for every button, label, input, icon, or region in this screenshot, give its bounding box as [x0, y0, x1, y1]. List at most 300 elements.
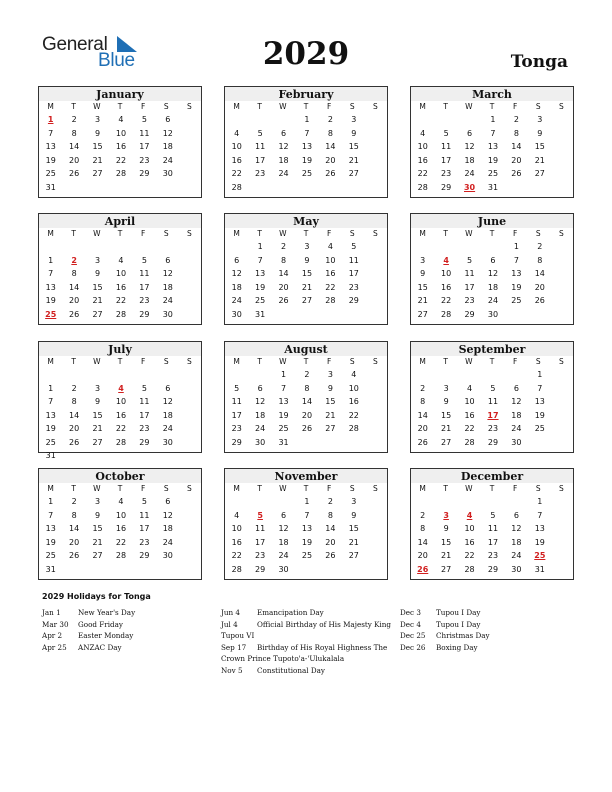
month-october — [38, 468, 202, 580]
day-cell: 12 — [278, 524, 289, 533]
day-cell: 19 — [487, 155, 499, 165]
weekday-label: T — [489, 102, 495, 111]
day-cell: 10 — [464, 397, 475, 406]
day-cell: 7 — [48, 510, 54, 520]
day-cell: 13 — [511, 269, 522, 278]
day-cell: 15 — [441, 410, 452, 420]
day-cell: 18 — [162, 524, 173, 533]
weekday-label: M — [233, 102, 240, 111]
holiday-day-cell: 17 — [487, 410, 499, 420]
weekday-label: S — [163, 484, 169, 493]
day-cell: 21 — [325, 410, 336, 420]
day-cell: 25 — [278, 424, 289, 433]
day-cell: 17 — [255, 155, 266, 165]
day-cell: 17 — [441, 155, 452, 165]
weekday-label: W — [279, 484, 287, 493]
weekday-label: T — [257, 102, 262, 111]
day-cell: 24 — [231, 296, 242, 305]
day-cell: 20 — [69, 424, 80, 433]
day-cell: 23 — [487, 551, 499, 560]
day-cell: 30 — [162, 551, 173, 560]
day-cell: 7 — [48, 269, 54, 278]
weekday-header — [411, 101, 573, 113]
day-cell: 7 — [48, 128, 54, 138]
day-cell: 13 — [534, 397, 545, 406]
day-cell: 13 — [301, 524, 313, 533]
holiday-date: Dec 26 — [400, 642, 426, 652]
weekday-label: F — [512, 357, 518, 366]
weekday-label: S — [187, 229, 192, 238]
day-cell: 19 — [45, 296, 56, 305]
day-cell: 9 — [420, 269, 426, 278]
day-cell: 11 — [139, 128, 150, 138]
day-cell: 24 — [487, 296, 499, 305]
day-cell: 14 — [69, 282, 80, 292]
day-cell: 16 — [441, 282, 452, 292]
holiday-item — [400, 619, 570, 631]
weekday-label: S — [349, 357, 355, 366]
holiday-name: Official Birthday of His Majesty King Tupou VI — [221, 619, 392, 640]
day-cell: 1 — [513, 242, 519, 251]
calendar-year-title: 2029 — [262, 36, 350, 72]
day-grid — [411, 495, 573, 576]
day-cell: 17 — [139, 142, 150, 151]
day-cell: 14 — [69, 142, 80, 151]
day-cell: 2 — [71, 115, 77, 124]
day-cell: 26 — [301, 424, 313, 433]
weekday-label: S — [373, 484, 378, 493]
weekday-label: T — [489, 357, 495, 366]
day-cell: 20 — [69, 155, 80, 165]
month-january — [38, 86, 202, 198]
day-cell: 20 — [325, 155, 336, 165]
day-cell: 24 — [255, 424, 266, 433]
empty-day-cell — [505, 368, 528, 382]
weekday-label: F — [140, 357, 146, 366]
day-cell: 18 — [511, 537, 522, 547]
month-april — [38, 213, 202, 325]
holiday-item — [42, 619, 192, 631]
month-name: March — [411, 87, 573, 101]
holiday-column — [221, 607, 393, 676]
day-cell: 19 — [45, 537, 56, 547]
day-cell: 3 — [537, 115, 543, 124]
day-cell: 31 — [45, 182, 56, 192]
day-cell: 1 — [537, 370, 543, 379]
day-cell: 11 — [139, 510, 150, 520]
day-cell: 25 — [45, 169, 56, 178]
holiday-name: Emancipation Day — [257, 608, 324, 617]
holiday-name: Constitutional Day — [257, 665, 325, 675]
day-cell: 3 — [351, 497, 357, 506]
day-cell: 20 — [417, 424, 428, 433]
day-cell: 19 — [534, 537, 545, 547]
empty-day-cell — [86, 368, 109, 382]
day-cell: 22 — [231, 169, 242, 178]
day-cell: 14 — [69, 524, 80, 533]
day-cell: 20 — [278, 282, 289, 292]
day-cell: 29 — [139, 437, 150, 447]
day-cell: 19 — [301, 537, 313, 547]
weekday-label: M — [233, 229, 240, 238]
month-name: November — [225, 469, 387, 483]
day-grid — [225, 495, 387, 576]
day-cell: 5 — [490, 383, 496, 393]
holiday-date: Apr 25 — [42, 642, 67, 652]
day-cell: 8 — [537, 255, 543, 265]
day-cell: 18 — [278, 155, 289, 165]
weekday-label: M — [419, 102, 426, 111]
day-cell: 26 — [69, 551, 80, 560]
day-cell: 14 — [301, 397, 313, 406]
weekday-label: S — [187, 484, 192, 493]
day-cell: 17 — [487, 537, 499, 547]
month-name: December — [411, 469, 573, 483]
empty-day-cell — [272, 113, 295, 127]
month-march — [410, 86, 574, 198]
day-cell: 3 — [95, 115, 101, 124]
day-cell: 26 — [325, 169, 336, 178]
day-cell: 7 — [281, 383, 287, 393]
weekday-label: W — [279, 357, 287, 366]
day-cell: 4 — [420, 128, 426, 138]
empty-day-cell — [225, 113, 248, 127]
empty-day-cell — [62, 240, 85, 254]
day-grid — [411, 368, 573, 449]
day-grid — [411, 113, 573, 194]
day-cell: 14 — [417, 537, 428, 547]
weekday-label: M — [47, 102, 54, 111]
day-cell: 27 — [348, 169, 359, 178]
day-cell: 16 — [115, 142, 127, 151]
day-cell: 15 — [92, 142, 103, 151]
day-cell: 20 — [325, 537, 336, 547]
day-cell: 29 — [348, 296, 359, 305]
weekday-label: T — [489, 229, 495, 238]
day-cell: 2 — [304, 370, 310, 379]
day-cell: 18 — [255, 410, 266, 420]
day-grid — [39, 240, 201, 321]
weekday-label: S — [373, 102, 378, 111]
day-cell: 27 — [92, 309, 103, 319]
day-cell: 30 — [162, 309, 173, 319]
day-cell: 5 — [257, 128, 263, 138]
day-cell: 3 — [327, 370, 333, 379]
empty-day-cell — [434, 368, 457, 382]
day-cell: 11 — [255, 524, 266, 533]
weekday-label: S — [349, 229, 355, 238]
day-cell: 25 — [534, 424, 545, 433]
day-cell: 22 — [417, 169, 428, 178]
day-cell: 30 — [231, 309, 242, 319]
weekday-label: M — [47, 229, 54, 238]
day-cell: 12 — [231, 269, 242, 278]
empty-day-cell — [248, 495, 271, 509]
day-cell: 1 — [48, 497, 54, 506]
day-cell: 16 — [115, 410, 127, 420]
weekday-label: S — [349, 102, 355, 111]
day-cell: 21 — [441, 424, 452, 433]
day-cell: 9 — [327, 383, 333, 393]
weekday-label: S — [559, 484, 564, 493]
day-cell: 30 — [162, 437, 173, 447]
day-cell: 7 — [304, 128, 310, 138]
weekday-header — [411, 228, 573, 240]
holiday-item — [221, 619, 393, 642]
weekday-header — [225, 356, 387, 368]
empty-day-cell — [481, 495, 504, 509]
day-cell: 7 — [537, 510, 543, 520]
weekday-label: T — [303, 484, 309, 493]
holiday-name: ANZAC Day — [78, 642, 122, 652]
day-cell: 15 — [441, 537, 452, 547]
holiday-date: Jan 1 — [42, 608, 61, 617]
day-grid — [39, 113, 201, 194]
day-cell: 4 — [327, 242, 333, 251]
weekday-label: W — [93, 357, 101, 366]
day-cell: 13 — [534, 524, 545, 533]
empty-day-cell — [458, 240, 481, 254]
day-cell: 2 — [537, 242, 543, 251]
empty-day-cell — [272, 495, 295, 509]
day-cell: 12 — [464, 142, 475, 151]
empty-day-cell — [434, 113, 457, 127]
weekday-label: M — [233, 484, 240, 493]
day-cell: 10 — [231, 524, 242, 533]
month-july — [38, 341, 202, 460]
day-cell: 27 — [325, 424, 336, 433]
day-cell: 14 — [417, 410, 428, 420]
day-cell: 4 — [234, 128, 240, 138]
day-cell: 27 — [441, 437, 452, 447]
weekday-label: S — [559, 357, 564, 366]
empty-day-cell — [39, 368, 62, 382]
day-cell: 2 — [420, 510, 426, 520]
day-cell: 1 — [537, 497, 543, 506]
day-cell: 2 — [71, 383, 77, 393]
weekday-label: S — [559, 102, 564, 111]
day-cell: 10 — [417, 142, 428, 151]
day-cell: 20 — [417, 551, 428, 560]
weekday-label: S — [163, 357, 169, 366]
day-cell: 18 — [231, 282, 242, 292]
day-cell: 17 — [464, 282, 475, 292]
day-cell: 21 — [348, 155, 359, 165]
day-cell: 8 — [327, 128, 333, 138]
day-cell: 23 — [231, 424, 242, 433]
day-cell: 10 — [115, 269, 127, 278]
day-cell: 19 — [301, 155, 313, 165]
day-cell: 26 — [417, 437, 428, 447]
day-cell: 23 — [348, 282, 359, 292]
logo-text-general: General — [42, 34, 108, 55]
day-grid — [411, 240, 573, 321]
day-cell: 28 — [441, 309, 452, 319]
day-cell: 30 — [278, 564, 289, 574]
weekday-label: W — [279, 229, 287, 238]
day-cell: 29 — [464, 309, 475, 319]
day-cell: 1 — [48, 383, 54, 393]
day-cell: 12 — [162, 510, 173, 520]
day-cell: 1 — [257, 242, 263, 251]
empty-day-cell — [458, 368, 481, 382]
day-cell: 22 — [231, 551, 242, 560]
empty-day-cell — [62, 368, 85, 382]
holiday-column — [400, 607, 570, 653]
day-cell: 31 — [255, 309, 266, 319]
weekday-label: F — [140, 229, 146, 238]
day-cell: 15 — [417, 282, 428, 292]
day-cell: 11 — [139, 397, 150, 406]
day-cell: 23 — [139, 537, 150, 547]
day-cell: 5 — [351, 242, 357, 251]
empty-day-cell — [109, 368, 132, 382]
day-cell: 11 — [255, 142, 266, 151]
empty-day-cell — [225, 368, 248, 382]
day-cell: 12 — [278, 142, 289, 151]
day-grid — [39, 368, 201, 463]
month-name: September — [411, 342, 573, 356]
month-august — [224, 341, 388, 453]
holiday-item — [400, 642, 570, 654]
day-cell: 10 — [115, 128, 127, 138]
empty-day-cell — [411, 113, 434, 127]
day-cell: 24 — [511, 424, 522, 433]
day-cell: 2 — [420, 383, 426, 393]
day-cell: 8 — [327, 510, 333, 520]
day-cell: 26 — [325, 551, 336, 560]
day-cell: 24 — [162, 296, 173, 305]
day-cell: 12 — [511, 397, 522, 406]
holiday-item — [400, 607, 570, 619]
weekday-label: M — [47, 484, 54, 493]
day-cell: 29 — [139, 551, 150, 560]
month-name: April — [39, 214, 201, 228]
day-cell: 23 — [255, 169, 266, 178]
day-cell: 6 — [513, 383, 519, 393]
holiday-name: Boxing Day — [436, 642, 478, 652]
day-cell: 29 — [231, 437, 242, 447]
day-cell: 3 — [420, 255, 426, 265]
day-cell: 25 — [487, 169, 499, 178]
day-cell: 17 — [231, 410, 242, 420]
day-cell: 2 — [71, 497, 77, 506]
day-cell: 16 — [348, 397, 359, 406]
day-cell: 23 — [139, 424, 150, 433]
month-name: July — [39, 342, 201, 356]
day-cell: 16 — [417, 155, 428, 165]
day-cell: 27 — [92, 551, 103, 560]
day-cell: 5 — [141, 115, 147, 124]
day-cell: 30 — [255, 437, 266, 447]
day-cell: 20 — [301, 410, 313, 420]
day-cell: 6 — [513, 510, 519, 520]
holiday-date: Apr 2 — [42, 631, 63, 640]
day-cell: 12 — [487, 269, 499, 278]
day-cell: 13 — [45, 410, 56, 420]
day-cell: 18 — [278, 537, 289, 547]
day-cell: 23 — [487, 424, 499, 433]
day-cell: 14 — [69, 410, 80, 420]
weekday-label: S — [535, 357, 541, 366]
day-cell: 14 — [534, 269, 545, 278]
month-name: October — [39, 469, 201, 483]
weekday-label: T — [303, 229, 309, 238]
day-cell: 14 — [511, 142, 522, 151]
weekday-label: M — [419, 357, 426, 366]
weekday-label: M — [419, 484, 426, 493]
day-cell: 8 — [71, 510, 77, 520]
day-cell: 5 — [467, 255, 473, 265]
holiday-date: Dec 4 — [400, 619, 421, 629]
weekday-header — [39, 483, 201, 495]
day-cell: 20 — [69, 537, 80, 547]
day-cell: 6 — [281, 128, 287, 138]
weekday-label: W — [93, 484, 101, 493]
weekday-label: F — [512, 484, 518, 493]
day-cell: 26 — [511, 169, 522, 178]
day-cell: 12 — [162, 397, 173, 406]
weekday-label: T — [71, 102, 76, 111]
day-cell: 19 — [45, 424, 56, 433]
empty-day-cell — [411, 368, 434, 382]
weekday-label: W — [93, 102, 101, 111]
empty-day-cell — [505, 495, 528, 509]
holiday-day-cell: 2 — [71, 255, 77, 265]
holiday-item — [42, 642, 192, 654]
holiday-item — [42, 607, 192, 619]
day-cell: 23 — [441, 169, 452, 178]
day-cell: 6 — [467, 128, 473, 138]
day-cell: 15 — [348, 142, 359, 151]
day-cell: 24 — [511, 551, 522, 560]
country-title: Tonga — [510, 52, 568, 72]
day-cell: 20 — [534, 282, 545, 292]
day-cell: 27 — [441, 564, 452, 574]
empty-day-cell — [156, 368, 179, 382]
day-cell: 22 — [115, 424, 127, 433]
weekday-label: S — [373, 229, 378, 238]
day-cell: 14 — [325, 524, 336, 533]
weekday-label: W — [465, 357, 473, 366]
day-cell: 10 — [115, 397, 127, 406]
weekday-label: T — [257, 484, 262, 493]
empty-day-cell — [109, 240, 132, 254]
day-cell: 4 — [467, 383, 473, 393]
holiday-day-cell: 4 — [443, 255, 449, 265]
weekday-header — [39, 356, 201, 368]
day-cell: 11 — [231, 397, 242, 406]
weekday-label: S — [559, 229, 564, 238]
weekday-label: S — [187, 357, 192, 366]
day-cell: 17 — [255, 537, 266, 547]
day-cell: 9 — [351, 510, 357, 520]
day-cell: 21 — [417, 296, 428, 305]
day-cell: 13 — [255, 269, 266, 278]
holiday-date: Dec 3 — [400, 608, 421, 617]
holiday-day-cell: 4 — [118, 383, 124, 393]
month-name: February — [225, 87, 387, 101]
day-cell: 16 — [464, 537, 475, 547]
day-cell: 15 — [301, 269, 313, 278]
day-cell: 25 — [45, 437, 56, 447]
day-cell: 18 — [487, 282, 499, 292]
empty-day-cell — [225, 240, 248, 254]
empty-day-cell — [133, 240, 156, 254]
weekday-label: W — [465, 102, 473, 111]
day-cell: 13 — [45, 282, 56, 292]
day-cell: 4 — [234, 510, 240, 520]
